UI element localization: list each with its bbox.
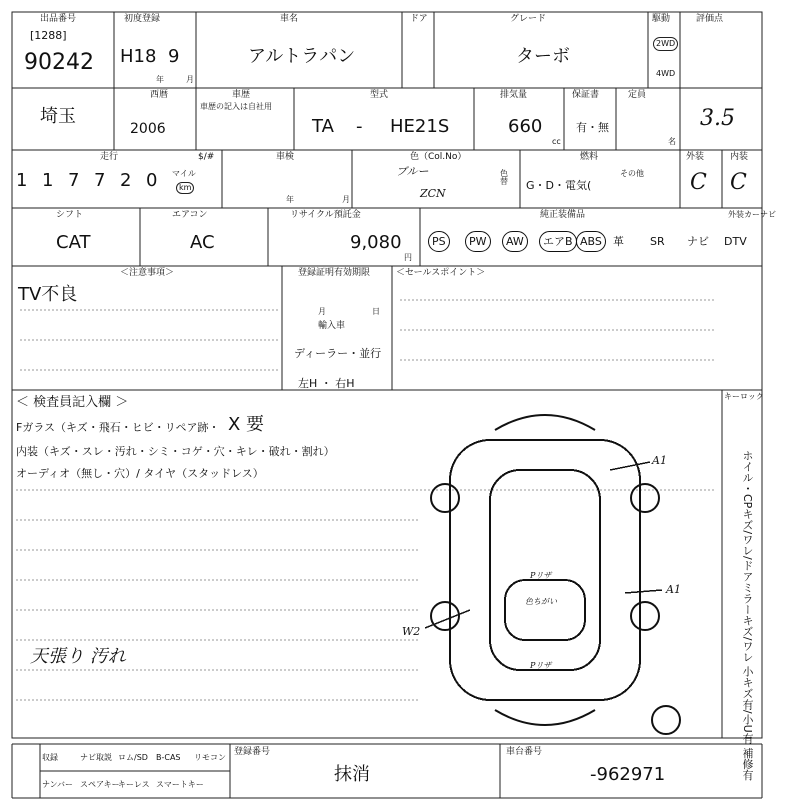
header-inspection: 車検 [276,152,295,162]
mileage-digit: 7 [68,170,80,191]
aircon-value: AC [190,232,215,253]
note-tv: TV不良 [18,284,78,305]
header-equipment: 純正装備品 [540,210,586,220]
equipment-item: DTV [724,235,747,248]
fuel-other: その他 [620,169,644,178]
region: 埼玉 [40,106,76,127]
header-model: 型式 [370,90,389,100]
header-notes: ＜注意事項＞ [120,268,175,278]
header-car-name: 車名 [280,14,299,24]
equipment-item: ナビ [687,235,709,248]
header-reg-date: 登録証明有効期限 [298,268,371,278]
header-aircon: エアコン [172,210,208,220]
header-keylock: キーロック [724,392,764,401]
header-score: 評価点 [696,14,724,24]
diagram-label-p-bottom: Pリザ [530,661,552,670]
equipment-item: ABS [576,231,606,252]
header-displacement: 排気量 [500,90,528,100]
bottom-items [40,744,230,798]
header-color: 色（Col.No） [410,152,467,162]
bottom-item: キーレス [118,780,150,789]
bottom-item: スペアキー [80,780,120,789]
import-handle: 左H ・ 右H [298,377,355,390]
right-column: ホイル・CPキズ/ワレ/ドアミラーキズ/ワレ 小キズ有/小U有 補修有 [741,450,754,781]
model-prefix: TA [312,116,334,137]
reg-no-value: 抹消 [334,764,370,785]
fglass-line: Fガラス（キズ・飛石・ヒビ・リペア跡・ [16,421,220,434]
equipment-row [424,228,760,258]
grade: ターボ [516,46,570,67]
drive-4wd: 4WD [656,69,676,78]
recycle-value: 9,080 [350,232,402,253]
mileage-digits [16,172,176,196]
fglass-mark: X 要 [228,414,265,435]
audio-line: オーディオ（無し・穴）/ タイヤ（スタッドレス） [16,467,264,480]
diagram-label-w2: W2 [402,625,421,638]
header-drive: 駆動 [652,14,671,24]
equipment-item: PW [465,231,491,252]
header-door: ドア [410,14,428,24]
year-unit: 年 [156,75,164,84]
header-recycle: リサイクル預託金 [290,210,361,220]
mileage-digit: 2 [120,170,132,191]
header-frame-no: 車台番号 [506,747,543,757]
header-lot: 出品番号 [40,14,77,24]
bottom-item: ロム/SD [118,753,148,762]
header-inspector: ＜ 検査員記入欄 ＞ [16,395,129,410]
first-reg-month: 9 [168,46,180,67]
bottom-item: スマートキー [156,780,204,789]
model-dash: - [356,116,363,137]
diagram-label-color-diff: 色ちがい [525,597,557,606]
equipment-item: エアB [539,231,577,252]
bottom-item: 収録 [42,753,58,762]
color-code: ZCN [420,187,446,200]
equipment-item: AW [502,231,528,252]
shift-value: CAT [56,232,91,253]
header-shift: シフト [56,210,84,220]
header-first-reg: 初度登録 [124,14,161,24]
first-reg-era: H18 [120,46,157,67]
month-unit: 月 [186,75,194,84]
car-name: アルトラパン [248,46,356,67]
header-interior: 内装 [730,152,749,162]
handwritten-note: 天張り 汚れ [30,646,126,667]
interior-grade: C [730,170,747,195]
bottom-item: リモコン [194,753,226,762]
header-cartype: 外装カーナビ [728,210,776,219]
header-sales-point: ＜セールスポイント＞ [396,268,486,278]
header-shaken: 車歴 [232,90,251,100]
capacity-unit: 名 [668,137,676,146]
import-dealer: ディーラー・並行 [294,347,382,360]
frame-no-value: -962971 [590,764,666,785]
mileage-digit: 1 [16,170,28,191]
fuel-value: G・D・電気( [526,179,592,192]
diagram-label-a1-top: A1 [652,454,667,467]
equipment-item: 革 [613,235,624,248]
cc-unit: cc [552,137,561,146]
header-fuel: 燃料 [580,152,599,162]
yen-unit: 円 [404,253,412,262]
header-reg-no: 登録番号 [234,747,271,757]
displacement-value: 660 [508,116,543,137]
header-grade: グレード [510,14,547,24]
header-import: 輸入車 [318,321,346,331]
header-mileage: 走行 [100,152,119,162]
mileage-alt: マイル [172,169,196,178]
bottom-item: ナンバー [42,780,74,789]
header-exterior: 外装 [686,152,705,162]
header-year: 西暦 [150,90,169,100]
mileage-digit: 1 [42,170,54,191]
header-odo: $/# [198,152,215,162]
equipment-item: PS [428,231,450,252]
reg-day: 日 [372,307,380,316]
diagram-label-p-top: Pリザ [530,571,552,580]
diagram-label-a1-right: A1 [666,583,681,596]
mileage-digit: 0 [146,170,158,191]
header-capacity: 定員 [628,90,647,100]
model-value: HE21S [390,116,450,137]
drive-2wd: 2WD [653,37,678,51]
inspection-year: 年 [286,195,294,204]
exterior-grade: C [690,170,707,195]
mileage-digit: 7 [94,170,106,191]
lot-number: 90242 [24,50,94,75]
equipment-item: SR [650,235,665,248]
interior-line: 内装（キズ・スレ・汚れ・シミ・コゲ・穴・キレ・破れ・割れ） [16,445,335,458]
warranty-value: 有・無 [576,121,609,134]
shaken-note: 車歴の記入は自社用 [200,102,272,111]
bottom-item: ナビ取説 [80,753,112,762]
mileage-unit: km [176,182,194,194]
color-name: ブルー [396,165,429,178]
bottom-item: B-CAS [156,753,181,762]
year-value: 2006 [130,121,166,137]
lot-code: [1288] [30,29,67,42]
inspection-month: 月 [342,195,350,204]
color-change: 色替 [500,169,508,186]
score-value: 3.5 [700,106,735,131]
header-warranty: 保証書 [572,90,600,100]
reg-month: 月 [318,307,326,316]
